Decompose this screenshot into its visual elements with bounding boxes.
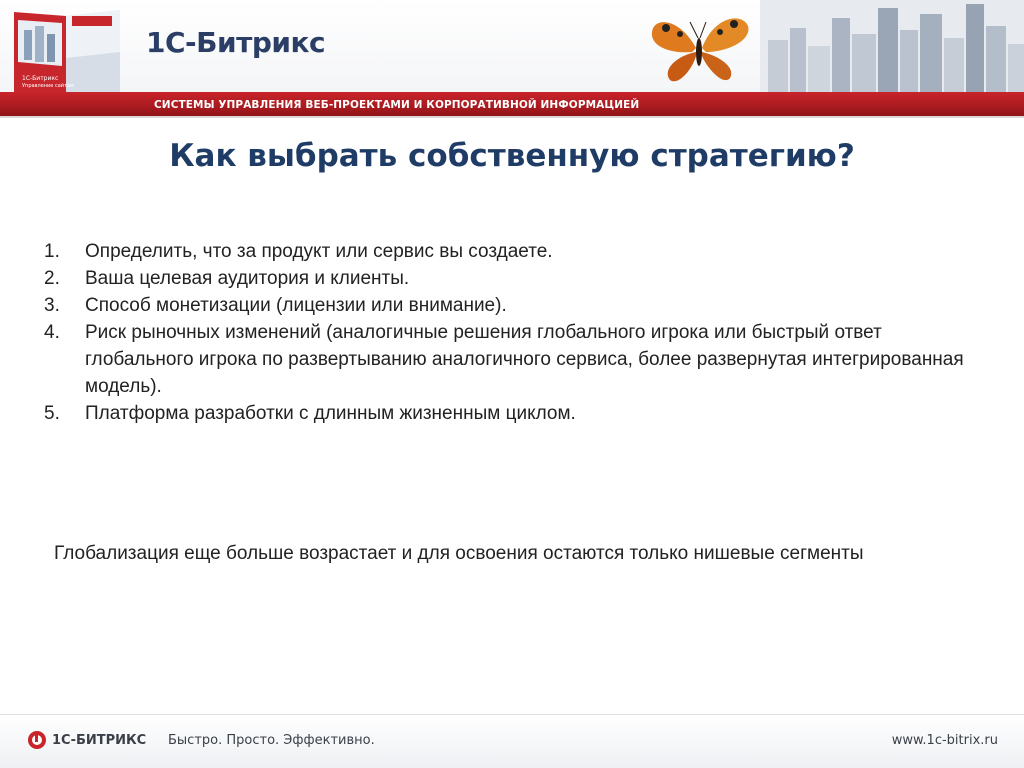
footer-brand: 1С-БИТРИКС bbox=[52, 733, 147, 748]
list-item-text: Ваша целевая аудитория и клиенты. bbox=[85, 268, 410, 289]
list-item bbox=[44, 238, 994, 265]
butterfly-image bbox=[640, 8, 760, 88]
header bbox=[0, 0, 1024, 120]
list-item-number: 5. bbox=[44, 403, 60, 424]
list-item bbox=[44, 292, 994, 319]
product-box-image bbox=[8, 6, 128, 98]
tagline: СИСТЕМЫ УПРАВЛЕНИЯ ВЕБ-ПРОЕКТАМИ И КОРПОРАТИВНОЙ ИНФОРМАЦИЕЙ bbox=[154, 99, 640, 111]
list-item-text: Риск рыночных изменений (аналогичные решения глобального игрока или быстрый ответ глобального игрока по развертыванию аналогичного сервиса, более развернутая интегрированная модель). bbox=[85, 322, 964, 397]
brand-title: 1С-Битрикс bbox=[146, 26, 326, 59]
list-item-number: 4. bbox=[44, 322, 60, 343]
bitrix-logo-icon bbox=[27, 730, 47, 750]
list-item-number: 3. bbox=[44, 295, 60, 316]
list-item bbox=[44, 319, 994, 400]
list-item-text: Способ монетизации (лицензии или внимание). bbox=[85, 295, 507, 316]
list-item bbox=[44, 400, 994, 427]
list-item-text: Определить, что за продукт или сервис вы создаете. bbox=[85, 241, 553, 262]
list-item-text: Платформа разработки с длинным жизненным циклом. bbox=[85, 403, 576, 424]
footer-slogan: Быстро. Просто. Эффективно. bbox=[168, 733, 375, 748]
footer bbox=[0, 714, 1024, 768]
conclusion-text: Глобализация еще больше возрастает и для освоения остаются только нишевые сегменты bbox=[54, 543, 864, 564]
city-skyline-image bbox=[760, 0, 1024, 92]
list-item-number: 2. bbox=[44, 268, 60, 289]
list-item-number: 1. bbox=[44, 241, 60, 262]
steps-list bbox=[44, 238, 994, 427]
footer-website-link[interactable]: www.1c-bitrix.ru bbox=[891, 733, 998, 748]
slide-title: Как выбрать собственную стратегию? bbox=[169, 138, 855, 174]
list-item bbox=[44, 265, 994, 292]
product-box-subcaption: Управление сайтом bbox=[22, 83, 74, 89]
product-box-caption: 1С-Битрикс bbox=[22, 75, 59, 82]
